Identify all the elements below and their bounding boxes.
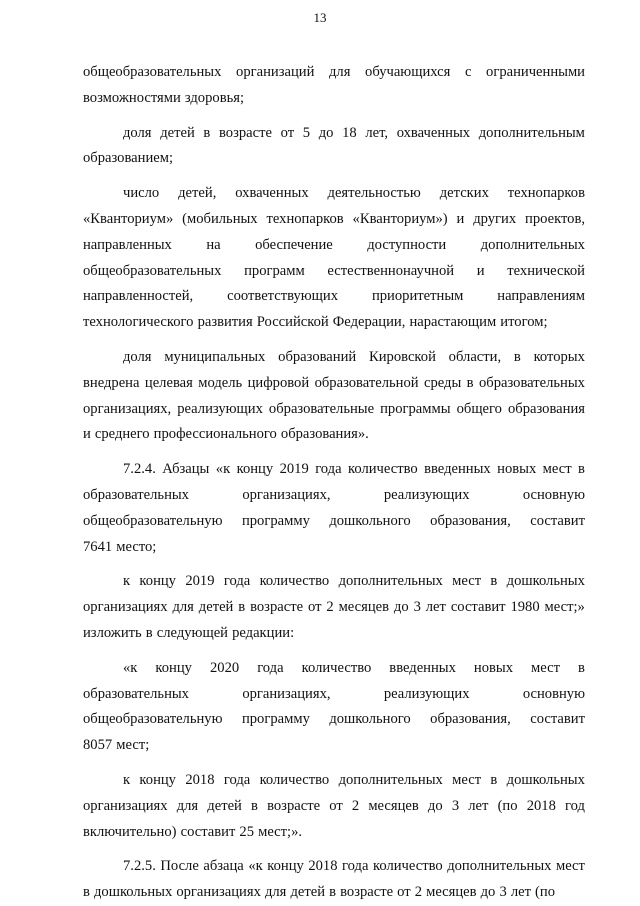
word: составит (180, 823, 236, 840)
word: концу (267, 858, 304, 875)
text-line (83, 733, 585, 759)
word: (по (497, 797, 518, 814)
word: следующей (156, 624, 228, 641)
word: количество (259, 573, 330, 590)
word: организациях, (242, 685, 331, 702)
text-line (83, 509, 585, 535)
word: 18 (342, 124, 357, 141)
text-line (83, 233, 585, 259)
word: 2020 (209, 659, 240, 676)
word: до (393, 599, 409, 616)
text-line (83, 422, 585, 448)
word: мест (531, 659, 560, 676)
word: направленностей, (83, 288, 194, 305)
word: абзаца (203, 858, 244, 875)
word: концу (139, 771, 176, 788)
word: обучающихся (365, 64, 451, 80)
word: образовательных (83, 685, 189, 702)
word: технологического (83, 314, 194, 331)
word: до (427, 797, 443, 814)
word: реализующих (383, 685, 470, 702)
word: организациях, (242, 486, 331, 503)
text-line (83, 310, 585, 336)
word: естественнонаучной (327, 262, 455, 279)
word: в (238, 599, 246, 616)
paragraph-gap (83, 448, 585, 457)
word: в (466, 374, 474, 391)
word: 2018 (526, 797, 556, 814)
word: возможностями (83, 89, 181, 106)
word: «к (123, 659, 138, 676)
word: количество (259, 771, 330, 788)
word: дошкольных (506, 573, 585, 590)
text-line (83, 181, 585, 207)
text-line (83, 595, 585, 621)
text-line (83, 397, 585, 423)
paragraph-gap (83, 845, 585, 854)
word: образовательных (83, 486, 189, 503)
word: образования, (430, 711, 511, 728)
word: доступности (367, 236, 447, 253)
word: до (318, 124, 334, 141)
word: число (123, 185, 160, 202)
word: реализующих (383, 486, 470, 503)
word: к (123, 573, 131, 590)
word: Абзацы (162, 461, 210, 478)
word: программу (241, 711, 310, 728)
word: дополнительных (480, 236, 585, 253)
word: общеобразовательную (83, 711, 223, 728)
word: 1980 (510, 599, 540, 616)
word: общего (456, 400, 502, 417)
word: к (123, 771, 131, 788)
word: в (578, 461, 585, 478)
word: мест;» (544, 599, 585, 616)
word: детей (290, 884, 326, 901)
text-line (83, 621, 585, 647)
word: мест (452, 573, 482, 590)
word: (мобильных (182, 210, 258, 227)
word: составит (530, 711, 585, 728)
text-line (83, 259, 585, 285)
word: модель (198, 374, 243, 391)
word: «Кванториум») (352, 210, 448, 227)
word: образовательной (314, 374, 419, 391)
paragraph (83, 60, 585, 112)
text-line (83, 483, 585, 509)
text-line (83, 768, 585, 794)
word: образованием; (83, 150, 174, 167)
word: в (490, 771, 498, 788)
paragraph (83, 121, 585, 173)
word: Российской (256, 314, 329, 331)
word: изложить (83, 624, 142, 641)
word: дополнительных (447, 858, 552, 875)
text-line (83, 457, 585, 483)
word: года (315, 461, 342, 478)
word: (по (535, 884, 555, 901)
word: здоровья; (184, 89, 245, 106)
word: детей (160, 124, 195, 141)
word: организаций (236, 64, 315, 80)
word: в (203, 124, 211, 141)
paragraph-gap (83, 647, 585, 656)
paragraph-gap (83, 759, 585, 768)
word: приоритетным (371, 288, 464, 305)
word: на (206, 236, 221, 253)
word: и (83, 426, 91, 443)
text-line (83, 345, 585, 371)
word: возрасте (340, 884, 394, 901)
word: целевая (144, 374, 193, 391)
word: в (513, 348, 521, 365)
text-line (83, 656, 585, 682)
word: детей (207, 797, 242, 814)
word: направленных (83, 236, 172, 253)
word: 2018 (308, 858, 338, 875)
word: количество (372, 858, 443, 875)
word: в (83, 884, 90, 901)
word: которых (533, 348, 585, 365)
word: детей (198, 599, 234, 616)
word: в (578, 659, 585, 676)
word: от (397, 884, 411, 901)
paragraph-gap (83, 172, 585, 181)
word: от (329, 797, 343, 814)
word: месяцев (368, 797, 419, 814)
word: образования». (280, 426, 369, 443)
word: охваченных (235, 185, 309, 202)
word: Федерации, (332, 314, 406, 331)
word: «Кванториум» (83, 210, 174, 227)
word: общеобразовательную (83, 512, 223, 529)
text-line (83, 682, 585, 708)
word: и (476, 262, 485, 279)
word: среды (423, 374, 462, 391)
paragraph-gap (83, 336, 585, 345)
word: детских (439, 185, 489, 202)
paragraph (83, 457, 585, 560)
document-body (83, 60, 585, 906)
word: в (490, 573, 498, 590)
word: возрасте (267, 797, 321, 814)
word: других (473, 210, 517, 227)
word: лет (468, 797, 489, 814)
word: муниципальных (164, 348, 266, 365)
text-line (83, 60, 585, 86)
word: года (257, 659, 284, 676)
word: года (223, 573, 251, 590)
word: мест; (116, 737, 150, 754)
text-line (83, 371, 585, 397)
word: лет (425, 599, 446, 616)
word: охваченных (396, 124, 471, 141)
word: концу (139, 573, 176, 590)
word: общеобразовательных (83, 262, 222, 279)
word: возрасте (250, 599, 304, 616)
word: цифровой (247, 374, 310, 391)
word: образований (278, 348, 357, 365)
word: детей, (178, 185, 217, 202)
word: дошкольного (329, 711, 411, 728)
paragraph-gap (83, 560, 585, 569)
word: профессионального (153, 426, 277, 443)
page-number: 13 (313, 10, 327, 25)
word: Кировской (369, 348, 436, 365)
word: организациях (83, 797, 168, 814)
word: составит (450, 599, 506, 616)
paragraph (83, 345, 585, 448)
word: в (145, 624, 153, 641)
word: возрасте (218, 124, 272, 141)
text-line (83, 707, 585, 733)
word: технопарков (507, 185, 585, 202)
word: программ (244, 262, 305, 279)
word: введенных (389, 659, 456, 676)
word: доля (123, 348, 152, 365)
word: от (307, 599, 322, 616)
word: соответствующих (227, 288, 339, 305)
word: проектов, (525, 210, 585, 227)
word: 7641 (83, 538, 113, 555)
word: от (280, 124, 295, 141)
word: доля (123, 124, 152, 141)
word: введенных (424, 461, 491, 478)
word: среднего (94, 426, 150, 443)
text-line (83, 569, 585, 595)
word: до (480, 884, 496, 901)
text-line (83, 820, 585, 846)
word: 25 (239, 823, 255, 840)
text-line (83, 854, 585, 880)
word: деятельностью (327, 185, 421, 202)
word: место; (116, 538, 157, 555)
text-line (83, 121, 585, 147)
word: новых (473, 659, 514, 676)
word: реализующих (177, 400, 263, 417)
word: 2 (351, 797, 360, 814)
word: лет (510, 884, 531, 901)
word: 3 (413, 599, 421, 616)
word: «к (248, 858, 263, 875)
text-line (83, 880, 585, 906)
text-line (83, 207, 585, 233)
word: мест (452, 771, 482, 788)
word: обеспечение (255, 236, 333, 253)
word: для (329, 64, 351, 80)
word: с (464, 64, 472, 80)
word: дошкольного (329, 512, 411, 529)
word: организациях, (83, 400, 172, 417)
word: мест (542, 461, 572, 478)
word: 8057 (83, 737, 113, 754)
word: для (264, 884, 287, 901)
text-line (83, 284, 585, 310)
word: лет, (365, 124, 389, 141)
word: года (342, 858, 369, 875)
word: количество (348, 461, 418, 478)
text-line (83, 86, 585, 112)
word: 2 (326, 599, 334, 616)
word: мест;». (258, 823, 303, 840)
word: дошкольных (93, 884, 173, 901)
word: технической (507, 262, 585, 279)
word: дополнительных (338, 573, 443, 590)
word: месяцев (426, 884, 477, 901)
word: 2019 (279, 461, 309, 478)
word: новых (497, 461, 537, 478)
word: нарастающим (409, 314, 497, 331)
word: внедрена (83, 374, 140, 391)
text-line (83, 535, 585, 561)
word: 3 (499, 884, 507, 901)
word: 2 (414, 884, 423, 901)
word: итогом; (500, 314, 548, 331)
word: в (251, 797, 258, 814)
word: 2018 (185, 771, 215, 788)
word: направлениям (497, 288, 585, 305)
word: 2019 (185, 573, 215, 590)
word: для (172, 599, 194, 616)
word: организациях (83, 599, 168, 616)
word: образования (507, 400, 585, 417)
word: 5 (302, 124, 311, 141)
word: концу (236, 461, 274, 478)
word: дополнительным (478, 124, 585, 141)
paragraph (83, 569, 585, 646)
word: составит (530, 512, 585, 529)
text-line (83, 146, 585, 172)
word: основную (522, 486, 585, 503)
word: месяцев (338, 599, 390, 616)
word: для (176, 797, 199, 814)
word: После (160, 858, 199, 875)
word: дополнительных (338, 771, 443, 788)
paragraph (83, 656, 585, 759)
word: 7.2.4. (123, 461, 156, 478)
word: редакции: (232, 624, 295, 641)
word: образовательные (268, 400, 375, 417)
paragraph (83, 854, 585, 906)
word: 3 (451, 797, 460, 814)
word: дошкольных (506, 771, 585, 788)
word: год (565, 797, 585, 814)
text-line (83, 794, 585, 820)
word: технопарков (266, 210, 344, 227)
word: количество (301, 659, 372, 676)
word: и (456, 210, 465, 227)
word: ограниченными (486, 64, 585, 80)
word: общеобразовательных (83, 64, 222, 80)
word: области, (448, 348, 502, 365)
word: года (223, 771, 251, 788)
word: программу (241, 512, 310, 529)
paragraph (83, 768, 585, 845)
word: мест (555, 858, 585, 875)
paragraph-gap (83, 112, 585, 121)
word: концу (155, 659, 192, 676)
word: основную (522, 685, 585, 702)
word: в (329, 884, 337, 901)
word: организациях (176, 884, 261, 901)
word: «к (215, 461, 231, 478)
word: 7.2.5. (123, 858, 156, 875)
word: образования, (430, 512, 511, 529)
word: образовательных (478, 374, 585, 391)
word: программы (380, 400, 451, 417)
word: включительно) (83, 823, 177, 840)
paragraph (83, 181, 585, 336)
word: развития (197, 314, 253, 331)
